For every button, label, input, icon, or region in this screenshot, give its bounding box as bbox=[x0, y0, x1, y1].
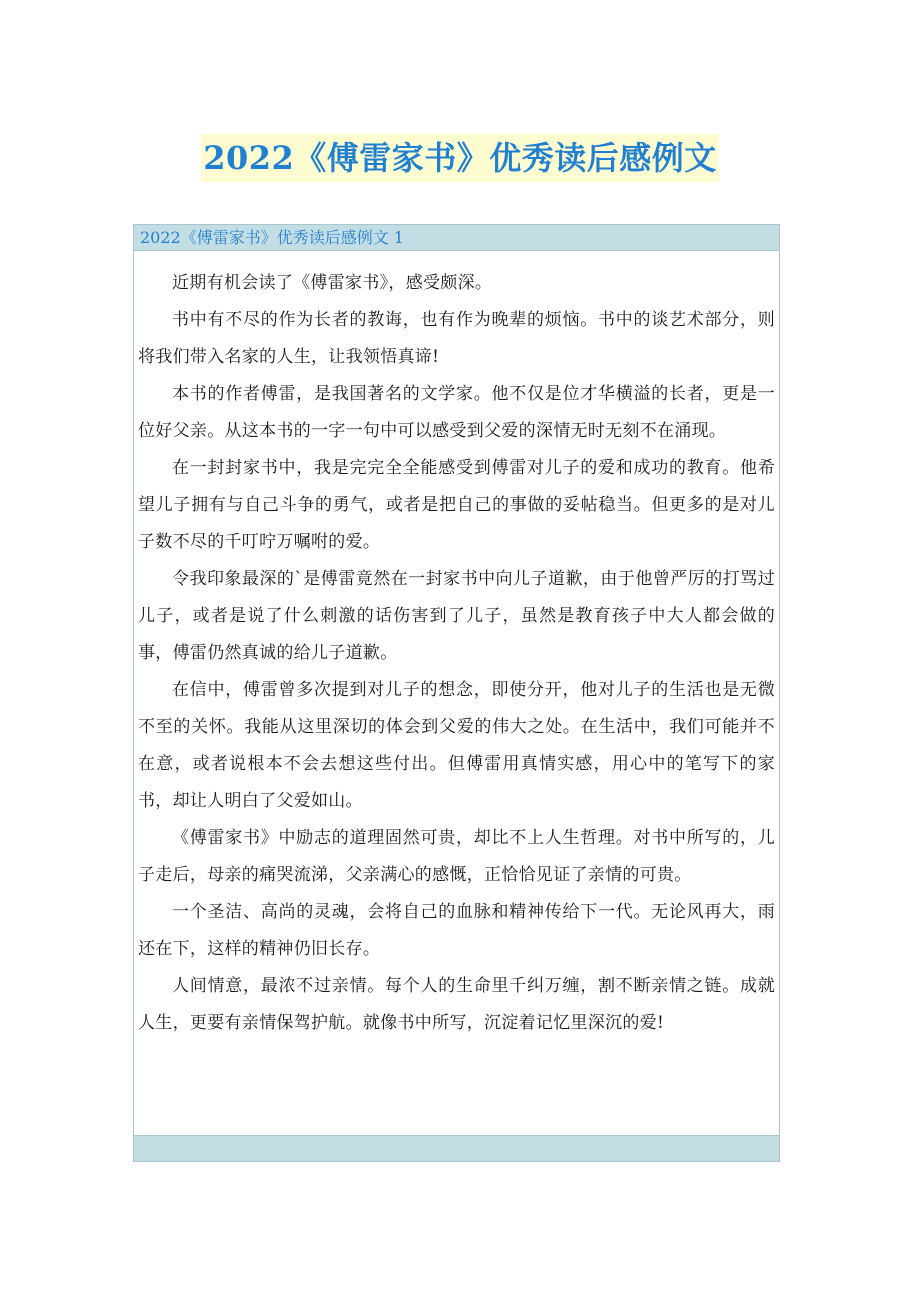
paragraph: 《傅雷家书》中励志的道理固然可贵，却比不上人生哲理。对书中所写的，儿子走后，母亲的痛哭流涕，父亲满心的感慨，正恰恰见证了亲情的可贵。 bbox=[138, 828, 775, 885]
paragraph: 近期有机会读了《傅雷家书》，感受颇深。 bbox=[172, 273, 493, 293]
paragraph: 在信中，傅雷曾多次提到对儿子的想念，即使分开，他对儿子的生活也是无微不至的关怀。我能从这里深切的体会到父爱的伟大之处。在生活中，我们可能并不在意，或者说根本不会去想这些付出。但傅雷用真情实感，用心中的笔写下的家书，却让人明白了父爱如山。 bbox=[138, 680, 775, 811]
page-title-text: 2022《傅雷家书》优秀读后感例文 bbox=[201, 134, 719, 182]
page-title bbox=[0, 134, 920, 182]
article-box bbox=[133, 224, 780, 1162]
article-body bbox=[134, 251, 779, 1042]
paragraph: 在一封封家书中，我是完完全全能感受到傅雷对儿子的爱和成功的教育。他希望儿子拥有与自己斗争的勇气，或者是把自己的事做的妥帖稳当。但更多的是对儿子数不尽的千叮咛万嘱咐的爱。 bbox=[138, 458, 775, 552]
paragraph: 本书的作者傅雷，是我国著名的文学家。他不仅是位才华横溢的长者，更是一位好父亲。从这本书的一字一句中可以感受到父爱的深情无时无刻不在涌现。 bbox=[138, 384, 775, 441]
paragraph: 书中有不尽的作为长者的教诲，也有作为晚辈的烦恼。书中的谈艺术部分，则将我们带入名家的人生，让我领悟真谛! bbox=[138, 310, 775, 367]
section-heading: 2022《傅雷家书》优秀读后感例文 1 bbox=[134, 225, 779, 251]
paragraph: 人间情意，最浓不过亲情。每个人的生命里千纠万缠，割不断亲情之链。成就人生，更要有亲情保驾护航。就像书中所写，沉淀着记忆里深沉的爱! bbox=[138, 976, 775, 1033]
paragraph: 一个圣洁、高尚的灵魂，会将自己的血脉和精神传给下一代。无论风再大，雨还在下，这样的精神仍旧长存。 bbox=[138, 902, 775, 959]
box-footer-bar bbox=[134, 1135, 779, 1161]
paragraph: 令我印象最深的`是傅雷竟然在一封家书中向儿子道歉，由于他曾严厉的打骂过儿子，或者是说了什么刺激的话伤害到了儿子，虽然是教育孩子中大人都会做的事，傅雷仍然真诚的给儿子道歉。 bbox=[138, 569, 775, 663]
